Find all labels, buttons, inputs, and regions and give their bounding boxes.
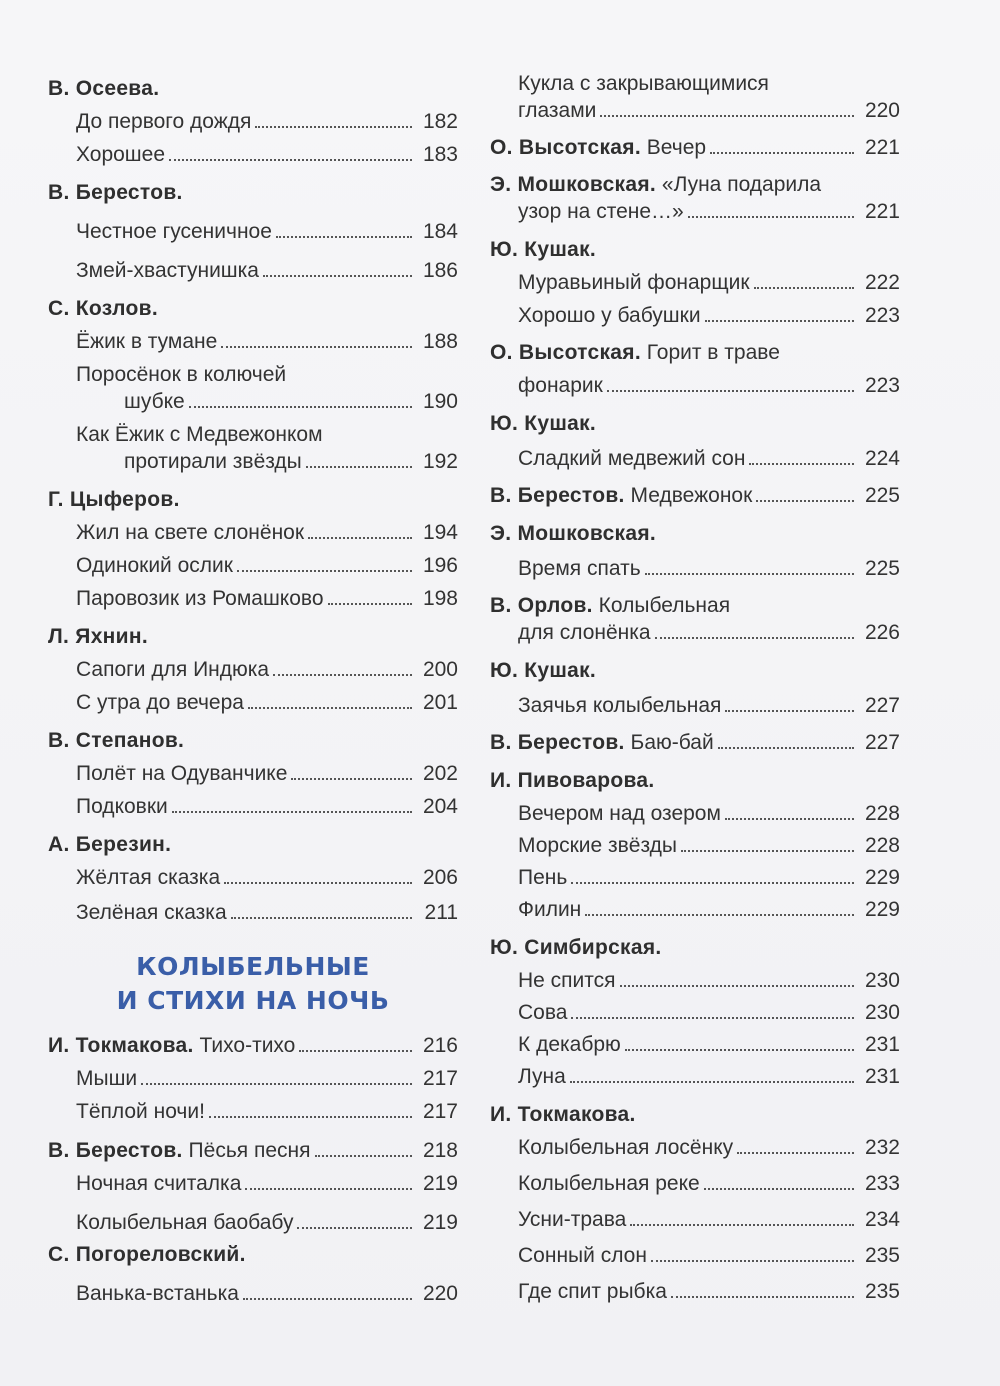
entry-title: Заячья колыбельная xyxy=(518,694,722,717)
entry-title: Змей-хвастунишка xyxy=(76,259,259,282)
leader-dots xyxy=(209,1116,412,1118)
entry-title: Одинокий ослик xyxy=(76,554,233,577)
leader-dots xyxy=(141,1083,412,1085)
entry-title: До первого дождя xyxy=(76,110,252,133)
entry-title: протирали звёзды xyxy=(124,450,302,473)
leader-dots xyxy=(245,1188,412,1190)
toc-entry[interactable] xyxy=(48,519,458,546)
toc-entry[interactable] xyxy=(490,729,900,756)
toc-entry[interactable] xyxy=(490,800,900,827)
entry-title: Колыбельная баобабу xyxy=(76,1211,294,1234)
toc-entry[interactable] xyxy=(490,445,900,472)
leader-dots xyxy=(308,537,412,539)
page-number: 231 xyxy=(864,1065,900,1088)
author-name: В. Берестов. xyxy=(48,181,183,204)
entry-title: Ёжик в тумане xyxy=(76,330,218,353)
leader-dots xyxy=(306,466,412,468)
entry-title: К декабрю xyxy=(518,1033,621,1056)
author-name: В. Степанов. xyxy=(48,729,185,752)
entry-title: Усни-трава xyxy=(518,1208,627,1231)
entry-title: Тёплой ночи! xyxy=(76,1100,205,1123)
entry-title: Пёсья песня xyxy=(188,1139,311,1162)
toc-entry[interactable] xyxy=(48,585,458,612)
leader-dots xyxy=(297,1227,412,1229)
leader-dots xyxy=(754,287,854,289)
leader-dots xyxy=(221,346,412,348)
entry-title: Вечер xyxy=(646,136,707,159)
leader-dots xyxy=(607,390,854,392)
leader-dots xyxy=(243,1298,412,1300)
entry-title: Вечером над озером xyxy=(518,802,721,825)
author-name: В. Берестов. xyxy=(490,484,625,507)
entry-title: узор на стене…» xyxy=(518,200,684,223)
entry-title-line1: Поросёнок в колючей xyxy=(76,363,287,386)
author-name: И. Токмакова. xyxy=(48,1034,194,1057)
page-number: 198 xyxy=(422,587,458,610)
toc-entry[interactable] xyxy=(48,388,458,415)
page-number: 204 xyxy=(422,795,458,818)
leader-dots xyxy=(688,216,854,218)
toc-entry[interactable] xyxy=(490,1206,900,1233)
leader-dots xyxy=(571,1017,854,1019)
leader-dots xyxy=(231,917,412,919)
entry-title: глазами xyxy=(518,99,597,122)
page-number: 192 xyxy=(422,450,458,473)
entry-title: Муравьиный фонарщик xyxy=(518,271,750,294)
entry-title: Хорошее xyxy=(76,143,166,166)
leader-dots xyxy=(725,710,854,712)
toc-entry[interactable] xyxy=(48,1065,458,1092)
toc-entry[interactable] xyxy=(490,1134,900,1161)
entry-title: Зелёная сказка xyxy=(76,901,227,924)
leader-dots xyxy=(189,406,412,408)
page-number: 186 xyxy=(422,259,458,282)
page-number: 230 xyxy=(864,969,900,992)
page-number: 200 xyxy=(422,658,458,681)
toc-entry[interactable] xyxy=(490,692,900,719)
page-number: 220 xyxy=(864,99,900,122)
leader-dots xyxy=(237,570,412,572)
leader-dots xyxy=(620,985,854,987)
toc-entry[interactable] xyxy=(490,1242,900,1269)
toc-entry[interactable] xyxy=(48,689,458,716)
page-number: 217 xyxy=(422,1067,458,1090)
entry-title: Колыбельная реке xyxy=(518,1172,700,1195)
toc-left-column xyxy=(48,70,458,1307)
leader-dots xyxy=(737,1152,854,1154)
toc-entry[interactable] xyxy=(48,141,458,168)
leader-dots xyxy=(718,747,854,749)
entry-title-line1: «Луна подарила xyxy=(661,173,822,196)
toc-entry[interactable] xyxy=(490,896,900,923)
entry-title: Колыбельная лосёнку xyxy=(518,1136,734,1159)
page-number: 211 xyxy=(424,901,458,924)
page-number: 190 xyxy=(422,390,458,413)
toc-entry[interactable] xyxy=(490,864,900,891)
entry-title: шубке xyxy=(124,390,185,413)
author-line xyxy=(490,339,900,366)
entry-title: для слонёнка xyxy=(518,621,651,644)
entry-title-line1: Горит в траве xyxy=(646,341,780,364)
entry-title: Сова xyxy=(518,1001,568,1024)
section-heading xyxy=(48,950,458,1018)
author-name: И. Токмакова. xyxy=(490,1103,636,1126)
toc-entry[interactable] xyxy=(490,269,900,296)
leader-dots xyxy=(645,573,854,575)
leader-dots xyxy=(248,707,412,709)
page-number: 235 xyxy=(864,1244,900,1267)
toc-entry[interactable] xyxy=(48,108,458,135)
toc-entry[interactable] xyxy=(490,967,900,994)
page-number: 228 xyxy=(864,802,900,825)
page-number: 229 xyxy=(864,866,900,889)
toc-entry[interactable] xyxy=(490,372,900,399)
page-number: 221 xyxy=(864,200,900,223)
toc-entry[interactable] xyxy=(48,1098,458,1125)
page-number: 227 xyxy=(864,694,900,717)
leader-dots xyxy=(273,674,412,676)
toc-entry[interactable] xyxy=(48,1032,458,1059)
entry-title: Хорошо у бабушки xyxy=(518,304,701,327)
toc-entry[interactable] xyxy=(490,619,900,646)
leader-dots xyxy=(570,1081,854,1083)
entry-title: Жёлтая сказка xyxy=(76,866,221,889)
author-name: О. Высотская. xyxy=(490,136,641,159)
leader-dots xyxy=(315,1155,413,1157)
leader-dots xyxy=(625,1049,854,1051)
author-name: С. Погореловский. xyxy=(48,1243,246,1266)
leader-dots xyxy=(263,275,412,277)
page-number: 231 xyxy=(864,1033,900,1056)
page-number: 235 xyxy=(864,1280,900,1303)
toc-entry[interactable] xyxy=(490,482,900,509)
toc-entry[interactable] xyxy=(48,218,458,245)
leader-dots xyxy=(276,236,412,238)
leader-dots xyxy=(681,850,854,852)
page-number: 230 xyxy=(864,1001,900,1024)
entry-title: Филин xyxy=(518,898,582,921)
toc-entry[interactable] xyxy=(490,97,900,124)
author-name: О. Высотская. xyxy=(490,341,641,364)
leader-dots xyxy=(224,882,412,884)
page-number: 220 xyxy=(422,1282,458,1305)
toc-entry[interactable] xyxy=(490,198,900,225)
entry-title: Не спится xyxy=(518,969,616,992)
toc-entry[interactable] xyxy=(490,302,900,329)
leader-dots xyxy=(725,818,854,820)
page-number: 217 xyxy=(422,1100,458,1123)
author-name: В. Берестов. xyxy=(490,731,625,754)
toc-entry[interactable] xyxy=(490,1170,900,1197)
entry-title: Время спать xyxy=(518,557,641,580)
entry-title-line1: Кукла с закрывающимися xyxy=(518,72,769,95)
leader-dots xyxy=(600,115,854,117)
author-line xyxy=(490,171,900,198)
page-number: 219 xyxy=(422,1211,458,1234)
entry-title: Мыши xyxy=(76,1067,138,1090)
author-name: Ю. Кушак. xyxy=(490,659,597,682)
entry-title: Луна xyxy=(518,1065,566,1088)
page-number: 226 xyxy=(864,621,900,644)
author-name: И. Пивоварова. xyxy=(490,769,655,792)
entry-title: Морские звёзды xyxy=(518,834,677,857)
page-number: 223 xyxy=(864,374,900,397)
toc-entry[interactable] xyxy=(48,899,458,926)
author-name: А. Березин. xyxy=(48,833,172,856)
entry-title: Жил на свете слонёнок xyxy=(76,521,305,544)
page-number: 216 xyxy=(422,1034,458,1057)
toc-entry[interactable] xyxy=(490,832,900,859)
page-number: 222 xyxy=(864,271,900,294)
author-name: С. Козлов. xyxy=(48,297,158,320)
page-number: 233 xyxy=(864,1172,900,1195)
page-number: 194 xyxy=(422,521,458,544)
toc-entry[interactable] xyxy=(490,1278,900,1305)
author-name: В. Берестов. xyxy=(48,1139,183,1162)
page-number: 206 xyxy=(422,866,458,889)
author-name: Э. Мошковская. xyxy=(490,522,657,545)
leader-dots xyxy=(571,882,854,884)
page-number: 228 xyxy=(864,834,900,857)
toc-entry[interactable] xyxy=(48,257,458,284)
toc-entry[interactable] xyxy=(48,552,458,579)
entry-title-line1: Колыбельная xyxy=(598,594,731,617)
leader-dots xyxy=(255,126,412,128)
leader-dots xyxy=(704,1188,854,1190)
toc-entry[interactable] xyxy=(48,864,458,891)
page-number: 202 xyxy=(422,762,458,785)
author-name: Ю. Симбирская. xyxy=(490,936,662,959)
entry-title: Где спит рыбка xyxy=(518,1280,667,1303)
author-name: В. Осеева. xyxy=(48,77,160,100)
entry-title: Баю-бай xyxy=(630,731,714,754)
page-number: 227 xyxy=(864,731,900,754)
author-name: Л. Яхнин. xyxy=(48,625,148,648)
author-name: Ю. Кушак. xyxy=(490,238,597,261)
leader-dots xyxy=(585,914,854,916)
leader-dots xyxy=(756,500,854,502)
toc-entry[interactable] xyxy=(490,999,900,1026)
leader-dots xyxy=(671,1296,854,1298)
page-number: 183 xyxy=(422,143,458,166)
toc-entry[interactable] xyxy=(48,1280,458,1307)
leader-dots xyxy=(328,603,413,605)
entry-title: фонарик xyxy=(518,374,603,397)
entry-title: Честное гусеничное xyxy=(76,220,272,243)
leader-dots xyxy=(710,152,854,154)
entry-title: Ночная считалка xyxy=(76,1172,242,1195)
toc-entry[interactable] xyxy=(48,1170,458,1197)
entry-title: Сапоги для Индюка xyxy=(76,658,270,681)
toc-entry[interactable] xyxy=(48,760,458,787)
author-name: Г. Цыферов. xyxy=(48,488,180,511)
page-number: 225 xyxy=(864,484,900,507)
section-title-line2: И СТИХИ НА НОЧЬ xyxy=(116,986,390,1015)
page-number: 219 xyxy=(422,1172,458,1195)
leader-dots xyxy=(172,811,412,813)
entry-title: Полёт на Одуванчике xyxy=(76,762,288,785)
toc-entry[interactable] xyxy=(48,793,458,820)
entry-title: Ванька-встанька xyxy=(76,1282,239,1305)
entry-title-line1: Как Ёжик с Медвежонком xyxy=(76,423,323,446)
toc-right-column xyxy=(490,70,900,1305)
leader-dots xyxy=(299,1050,412,1052)
page-number: 225 xyxy=(864,557,900,580)
page-number: 201 xyxy=(422,691,458,714)
leader-dots xyxy=(655,637,854,639)
page-number: 196 xyxy=(422,554,458,577)
leader-dots xyxy=(169,159,412,161)
toc-entry[interactable] xyxy=(48,448,458,475)
author-line xyxy=(490,592,900,619)
author-name: Э. Мошковская. xyxy=(490,173,657,196)
entry-title: С утра до вечера xyxy=(76,691,244,714)
page-number: 218 xyxy=(422,1139,458,1162)
page-number: 232 xyxy=(864,1136,900,1159)
entry-title: Паровозик из Ромашково xyxy=(76,587,324,610)
entry-title: Сонный слон xyxy=(518,1244,647,1267)
page-number: 188 xyxy=(422,330,458,353)
author-name: Ю. Кушак. xyxy=(490,412,597,435)
entry-title: Сладкий медвежий сон xyxy=(518,447,746,470)
leader-dots xyxy=(705,320,854,322)
toc-entry[interactable] xyxy=(48,1209,458,1236)
leader-dots xyxy=(630,1224,854,1226)
page-number: 223 xyxy=(864,304,900,327)
page-number: 184 xyxy=(422,220,458,243)
entry-title: Медвежонок xyxy=(630,484,753,507)
toc-entry[interactable] xyxy=(490,555,900,582)
leader-dots xyxy=(749,463,854,465)
leader-dots xyxy=(291,778,412,780)
page-number: 229 xyxy=(864,898,900,921)
toc-entry[interactable] xyxy=(48,656,458,683)
author-name: В. Орлов. xyxy=(490,594,593,617)
page-number: 224 xyxy=(864,447,900,470)
leader-dots xyxy=(651,1260,854,1262)
entry-title: Подковки xyxy=(76,795,168,818)
page-number: 234 xyxy=(864,1208,900,1231)
toc-entry[interactable] xyxy=(490,134,900,161)
entry-title: Пень xyxy=(518,866,568,889)
section-title-line1: КОЛЫБЕЛЬНЫЕ xyxy=(136,952,370,981)
page-number: 182 xyxy=(422,110,458,133)
toc-entry[interactable] xyxy=(48,1137,458,1164)
entry-title: Тихо-тихо xyxy=(199,1034,296,1057)
toc-entry[interactable] xyxy=(490,1031,900,1058)
page-number: 221 xyxy=(864,136,900,159)
toc-entry[interactable] xyxy=(490,1063,900,1090)
toc-entry[interactable] xyxy=(48,328,458,355)
